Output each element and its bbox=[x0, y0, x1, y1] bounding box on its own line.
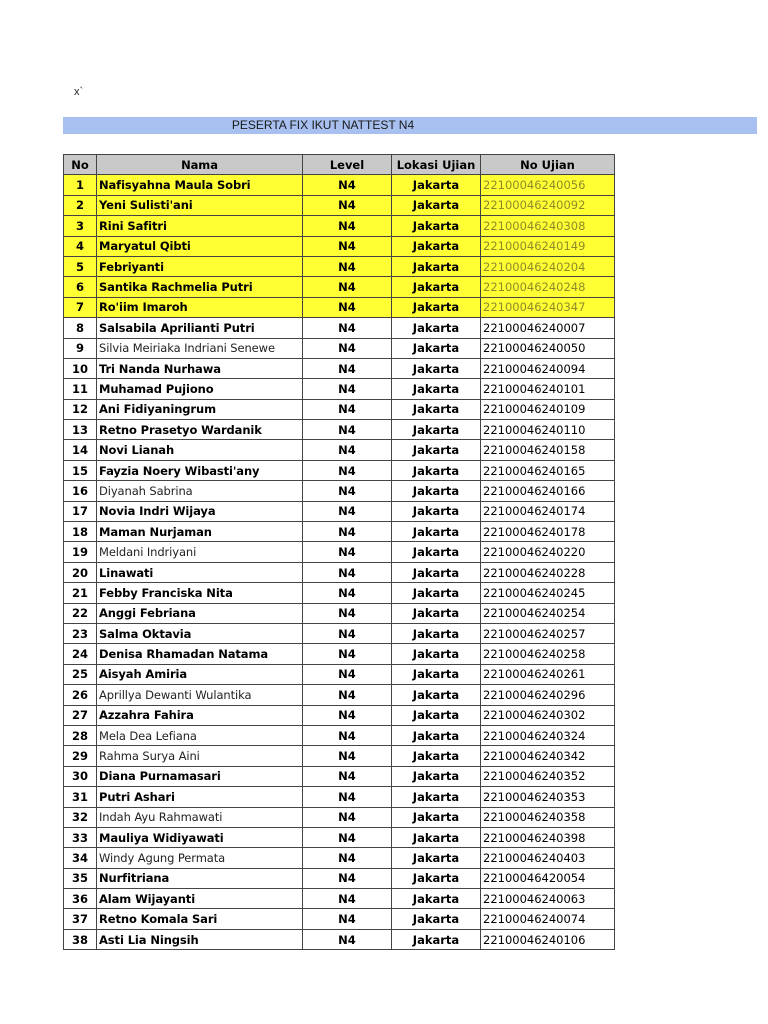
cell-nama: Ani Fidiyaningrum bbox=[97, 399, 303, 419]
participant-table bbox=[63, 154, 615, 950]
cell-level: N4 bbox=[303, 216, 392, 236]
cell-nama: Rini Safitri bbox=[97, 216, 303, 236]
cell-no: 9 bbox=[64, 338, 97, 358]
cell-nama: Ro'iim Imaroh bbox=[97, 297, 303, 317]
cell-nama: Diana Purnamasari bbox=[97, 766, 303, 786]
cell-no-ujian: 22100046240403 bbox=[481, 848, 615, 868]
cell-no: 32 bbox=[64, 807, 97, 827]
cell-no: 21 bbox=[64, 583, 97, 603]
cell-nama: Retno Komala Sari bbox=[97, 909, 303, 929]
table-row bbox=[64, 256, 615, 276]
cell-lokasi: Jakarta bbox=[392, 216, 481, 236]
table-row bbox=[64, 807, 615, 827]
page-title: PESERTA FIX IKUT NATTEST N4 bbox=[231, 118, 415, 132]
cell-level: N4 bbox=[303, 685, 392, 705]
cell-nama: Rahma Surya Aini bbox=[97, 746, 303, 766]
cell-nama: Tri Nanda Nurhawa bbox=[97, 358, 303, 378]
cell-nama: Diyanah Sabrina bbox=[97, 481, 303, 501]
table-row bbox=[64, 542, 615, 562]
cell-no-ujian: 22100046240254 bbox=[481, 603, 615, 623]
cell-no: 15 bbox=[64, 460, 97, 480]
cell-lokasi: Jakarta bbox=[392, 583, 481, 603]
header-no: No bbox=[64, 155, 97, 175]
table-row bbox=[64, 420, 615, 440]
cell-lokasi: Jakarta bbox=[392, 623, 481, 643]
cell-lokasi: Jakarta bbox=[392, 664, 481, 684]
cell-no-ujian: 22100046240149 bbox=[481, 236, 615, 256]
cell-lokasi: Jakarta bbox=[392, 766, 481, 786]
cell-no: 26 bbox=[64, 685, 97, 705]
cell-level: N4 bbox=[303, 664, 392, 684]
cell-no: 11 bbox=[64, 379, 97, 399]
table-row bbox=[64, 236, 615, 256]
cell-no-ujian: 22100046240106 bbox=[481, 929, 615, 949]
cell-lokasi: Jakarta bbox=[392, 929, 481, 949]
cell-level: N4 bbox=[303, 746, 392, 766]
table-row bbox=[64, 297, 615, 317]
cell-no: 35 bbox=[64, 868, 97, 888]
cell-lokasi: Jakarta bbox=[392, 705, 481, 725]
cell-nama: Azzahra Fahira bbox=[97, 705, 303, 725]
table-row bbox=[64, 746, 615, 766]
cell-no: 4 bbox=[64, 236, 97, 256]
cell-level: N4 bbox=[303, 501, 392, 521]
cell-lokasi: Jakarta bbox=[392, 644, 481, 664]
cell-lokasi: Jakarta bbox=[392, 685, 481, 705]
cell-lokasi: Jakarta bbox=[392, 440, 481, 460]
cell-level: N4 bbox=[303, 583, 392, 603]
cell-no-ujian: 22100046240358 bbox=[481, 807, 615, 827]
cell-no-ujian: 22100046240110 bbox=[481, 420, 615, 440]
cell-nama: Anggi Febriana bbox=[97, 603, 303, 623]
cell-lokasi: Jakarta bbox=[392, 297, 481, 317]
cell-lokasi: Jakarta bbox=[392, 318, 481, 338]
cell-no-ujian: 22100046240342 bbox=[481, 746, 615, 766]
cell-nama: Muhamad Pujiono bbox=[97, 379, 303, 399]
cell-lokasi: Jakarta bbox=[392, 256, 481, 276]
table-row bbox=[64, 787, 615, 807]
cell-no-ujian: 22100046240347 bbox=[481, 297, 615, 317]
cell-no: 20 bbox=[64, 562, 97, 582]
cell-no-ujian: 22100046240109 bbox=[481, 399, 615, 419]
cell-nama: Mela Dea Lefiana bbox=[97, 725, 303, 745]
cell-level: N4 bbox=[303, 562, 392, 582]
corner-mark: x` bbox=[74, 86, 84, 98]
cell-lokasi: Jakarta bbox=[392, 358, 481, 378]
table-row bbox=[64, 848, 615, 868]
cell-lokasi: Jakarta bbox=[392, 338, 481, 358]
cell-level: N4 bbox=[303, 399, 392, 419]
table-row bbox=[64, 766, 615, 786]
cell-lokasi: Jakarta bbox=[392, 909, 481, 929]
cell-level: N4 bbox=[303, 766, 392, 786]
cell-level: N4 bbox=[303, 827, 392, 847]
cell-level: N4 bbox=[303, 481, 392, 501]
cell-no-ujian: 22100046240050 bbox=[481, 338, 615, 358]
cell-no: 36 bbox=[64, 889, 97, 909]
cell-nama: Windy Agung Permata bbox=[97, 848, 303, 868]
cell-no-ujian: 22100046240228 bbox=[481, 562, 615, 582]
table-row bbox=[64, 685, 615, 705]
cell-no: 29 bbox=[64, 746, 97, 766]
cell-lokasi: Jakarta bbox=[392, 603, 481, 623]
cell-level: N4 bbox=[303, 603, 392, 623]
cell-no: 28 bbox=[64, 725, 97, 745]
cell-level: N4 bbox=[303, 236, 392, 256]
cell-no-ujian: 22100046240094 bbox=[481, 358, 615, 378]
cell-nama: Asti Lia Ningsih bbox=[97, 929, 303, 949]
cell-no-ujian: 22100046240353 bbox=[481, 787, 615, 807]
cell-nama: Aprillya Dewanti Wulantika bbox=[97, 685, 303, 705]
cell-level: N4 bbox=[303, 889, 392, 909]
table-row bbox=[64, 481, 615, 501]
cell-nama: Febriyanti bbox=[97, 256, 303, 276]
cell-no: 23 bbox=[64, 623, 97, 643]
cell-no: 22 bbox=[64, 603, 97, 623]
cell-nama: Nurfitriana bbox=[97, 868, 303, 888]
cell-nama: Meldani Indriyani bbox=[97, 542, 303, 562]
cell-level: N4 bbox=[303, 460, 392, 480]
cell-lokasi: Jakarta bbox=[392, 746, 481, 766]
cell-lokasi: Jakarta bbox=[392, 277, 481, 297]
table-row bbox=[64, 522, 615, 542]
cell-no-ujian: 22100046240257 bbox=[481, 623, 615, 643]
cell-lokasi: Jakarta bbox=[392, 827, 481, 847]
cell-nama: Putri Ashari bbox=[97, 787, 303, 807]
cell-no: 19 bbox=[64, 542, 97, 562]
cell-no-ujian: 22100046240165 bbox=[481, 460, 615, 480]
cell-no-ujian: 22100046240092 bbox=[481, 195, 615, 215]
table-row bbox=[64, 440, 615, 460]
cell-no-ujian: 22100046240245 bbox=[481, 583, 615, 603]
table-row bbox=[64, 827, 615, 847]
table-row bbox=[64, 195, 615, 215]
table-row bbox=[64, 603, 615, 623]
cell-level: N4 bbox=[303, 358, 392, 378]
cell-level: N4 bbox=[303, 705, 392, 725]
cell-nama: Yeni Sulisti'ani bbox=[97, 195, 303, 215]
cell-level: N4 bbox=[303, 256, 392, 276]
cell-lokasi: Jakarta bbox=[392, 848, 481, 868]
cell-level: N4 bbox=[303, 379, 392, 399]
cell-nama: Febby Franciska Nita bbox=[97, 583, 303, 603]
cell-lokasi: Jakarta bbox=[392, 379, 481, 399]
table-body bbox=[64, 175, 615, 950]
cell-no: 30 bbox=[64, 766, 97, 786]
cell-no-ujian: 22100046240258 bbox=[481, 644, 615, 664]
cell-level: N4 bbox=[303, 195, 392, 215]
cell-level: N4 bbox=[303, 868, 392, 888]
cell-no: 10 bbox=[64, 358, 97, 378]
cell-level: N4 bbox=[303, 929, 392, 949]
table-row bbox=[64, 705, 615, 725]
table-row bbox=[64, 460, 615, 480]
cell-nama: Salma Oktavia bbox=[97, 623, 303, 643]
cell-no: 33 bbox=[64, 827, 97, 847]
cell-nama: Novia Indri Wijaya bbox=[97, 501, 303, 521]
table-row bbox=[64, 929, 615, 949]
cell-no: 27 bbox=[64, 705, 97, 725]
cell-no: 6 bbox=[64, 277, 97, 297]
header-no-ujian: No Ujian bbox=[481, 155, 615, 175]
cell-no-ujian: 22100046240056 bbox=[481, 175, 615, 195]
table-row bbox=[64, 583, 615, 603]
cell-lokasi: Jakarta bbox=[392, 868, 481, 888]
cell-no: 7 bbox=[64, 297, 97, 317]
cell-no-ujian: 22100046240248 bbox=[481, 277, 615, 297]
cell-no-ujian: 22100046240158 bbox=[481, 440, 615, 460]
cell-level: N4 bbox=[303, 297, 392, 317]
table-row bbox=[64, 338, 615, 358]
cell-no: 1 bbox=[64, 175, 97, 195]
cell-no: 38 bbox=[64, 929, 97, 949]
cell-level: N4 bbox=[303, 725, 392, 745]
cell-no-ujian: 22100046240007 bbox=[481, 318, 615, 338]
cell-nama: Nafisyahna Maula Sobri bbox=[97, 175, 303, 195]
cell-level: N4 bbox=[303, 848, 392, 868]
cell-nama: Silvia Meiriaka Indriani Senewe bbox=[97, 338, 303, 358]
cell-no-ujian: 22100046240178 bbox=[481, 522, 615, 542]
table-row bbox=[64, 277, 615, 297]
cell-lokasi: Jakarta bbox=[392, 542, 481, 562]
cell-no-ujian: 22100046240166 bbox=[481, 481, 615, 501]
cell-level: N4 bbox=[303, 542, 392, 562]
cell-no-ujian: 22100046240204 bbox=[481, 256, 615, 276]
cell-nama: Maryatul Qibti bbox=[97, 236, 303, 256]
cell-no-ujian: 22100046240398 bbox=[481, 827, 615, 847]
cell-lokasi: Jakarta bbox=[392, 562, 481, 582]
header-level: Level bbox=[303, 155, 392, 175]
cell-nama: Alam Wijayanti bbox=[97, 889, 303, 909]
table-row bbox=[64, 501, 615, 521]
cell-no-ujian: 22100046240302 bbox=[481, 705, 615, 725]
cell-level: N4 bbox=[303, 440, 392, 460]
cell-nama: Indah Ayu Rahmawati bbox=[97, 807, 303, 827]
cell-lokasi: Jakarta bbox=[392, 195, 481, 215]
table-row bbox=[64, 909, 615, 929]
cell-level: N4 bbox=[303, 175, 392, 195]
cell-no-ujian: 22100046240261 bbox=[481, 664, 615, 684]
table-row bbox=[64, 318, 615, 338]
table-row bbox=[64, 664, 615, 684]
cell-level: N4 bbox=[303, 318, 392, 338]
table-row bbox=[64, 358, 615, 378]
cell-no-ujian: 22100046240324 bbox=[481, 725, 615, 745]
cell-no-ujian: 22100046240308 bbox=[481, 216, 615, 236]
table-row bbox=[64, 868, 615, 888]
header-nama: Nama bbox=[97, 155, 303, 175]
cell-lokasi: Jakarta bbox=[392, 481, 481, 501]
table-row bbox=[64, 175, 615, 195]
cell-no-ujian: 22100046240220 bbox=[481, 542, 615, 562]
cell-no: 12 bbox=[64, 399, 97, 419]
cell-level: N4 bbox=[303, 522, 392, 542]
cell-lokasi: Jakarta bbox=[392, 399, 481, 419]
cell-no: 34 bbox=[64, 848, 97, 868]
cell-no: 37 bbox=[64, 909, 97, 929]
table-row bbox=[64, 562, 615, 582]
table-row bbox=[64, 623, 615, 643]
cell-nama: Denisa Rhamadan Natama bbox=[97, 644, 303, 664]
cell-nama: Maman Nurjaman bbox=[97, 522, 303, 542]
cell-nama: Salsabila Aprilianti Putri bbox=[97, 318, 303, 338]
cell-no: 14 bbox=[64, 440, 97, 460]
table-row bbox=[64, 379, 615, 399]
table-row bbox=[64, 399, 615, 419]
header-lokasi-ujian: Lokasi Ujian bbox=[392, 155, 481, 175]
cell-lokasi: Jakarta bbox=[392, 725, 481, 745]
cell-nama: Santika Rachmelia Putri bbox=[97, 277, 303, 297]
cell-level: N4 bbox=[303, 644, 392, 664]
table-header-row bbox=[64, 155, 615, 175]
cell-lokasi: Jakarta bbox=[392, 787, 481, 807]
cell-no: 18 bbox=[64, 522, 97, 542]
cell-no-ujian: 22100046240352 bbox=[481, 766, 615, 786]
cell-no: 31 bbox=[64, 787, 97, 807]
cell-no: 2 bbox=[64, 195, 97, 215]
cell-no: 5 bbox=[64, 256, 97, 276]
cell-level: N4 bbox=[303, 277, 392, 297]
cell-lokasi: Jakarta bbox=[392, 889, 481, 909]
cell-lokasi: Jakarta bbox=[392, 460, 481, 480]
cell-no-ujian: 22100046420054 bbox=[481, 868, 615, 888]
cell-level: N4 bbox=[303, 909, 392, 929]
cell-nama: Retno Prasetyo Wardanik bbox=[97, 420, 303, 440]
cell-no-ujian: 22100046240101 bbox=[481, 379, 615, 399]
cell-level: N4 bbox=[303, 623, 392, 643]
cell-lokasi: Jakarta bbox=[392, 420, 481, 440]
cell-lokasi: Jakarta bbox=[392, 522, 481, 542]
cell-no-ujian: 22100046240063 bbox=[481, 889, 615, 909]
table-row bbox=[64, 644, 615, 664]
cell-no: 24 bbox=[64, 644, 97, 664]
table-row bbox=[64, 725, 615, 745]
cell-nama: Fayzia Noery Wibasti'any bbox=[97, 460, 303, 480]
cell-no-ujian: 22100046240174 bbox=[481, 501, 615, 521]
cell-nama: Mauliya Widiyawati bbox=[97, 827, 303, 847]
cell-no: 8 bbox=[64, 318, 97, 338]
cell-level: N4 bbox=[303, 338, 392, 358]
cell-no: 25 bbox=[64, 664, 97, 684]
cell-no: 17 bbox=[64, 501, 97, 521]
cell-level: N4 bbox=[303, 807, 392, 827]
cell-no: 3 bbox=[64, 216, 97, 236]
cell-no: 16 bbox=[64, 481, 97, 501]
cell-no-ujian: 22100046240074 bbox=[481, 909, 615, 929]
table-row bbox=[64, 889, 615, 909]
cell-nama: Linawati bbox=[97, 562, 303, 582]
cell-lokasi: Jakarta bbox=[392, 175, 481, 195]
table-row bbox=[64, 216, 615, 236]
cell-level: N4 bbox=[303, 420, 392, 440]
cell-lokasi: Jakarta bbox=[392, 501, 481, 521]
cell-nama: Aisyah Amiria bbox=[97, 664, 303, 684]
cell-nama: Novi Lianah bbox=[97, 440, 303, 460]
cell-level: N4 bbox=[303, 787, 392, 807]
cell-lokasi: Jakarta bbox=[392, 236, 481, 256]
cell-lokasi: Jakarta bbox=[392, 807, 481, 827]
cell-no-ujian: 22100046240296 bbox=[481, 685, 615, 705]
cell-no: 13 bbox=[64, 420, 97, 440]
